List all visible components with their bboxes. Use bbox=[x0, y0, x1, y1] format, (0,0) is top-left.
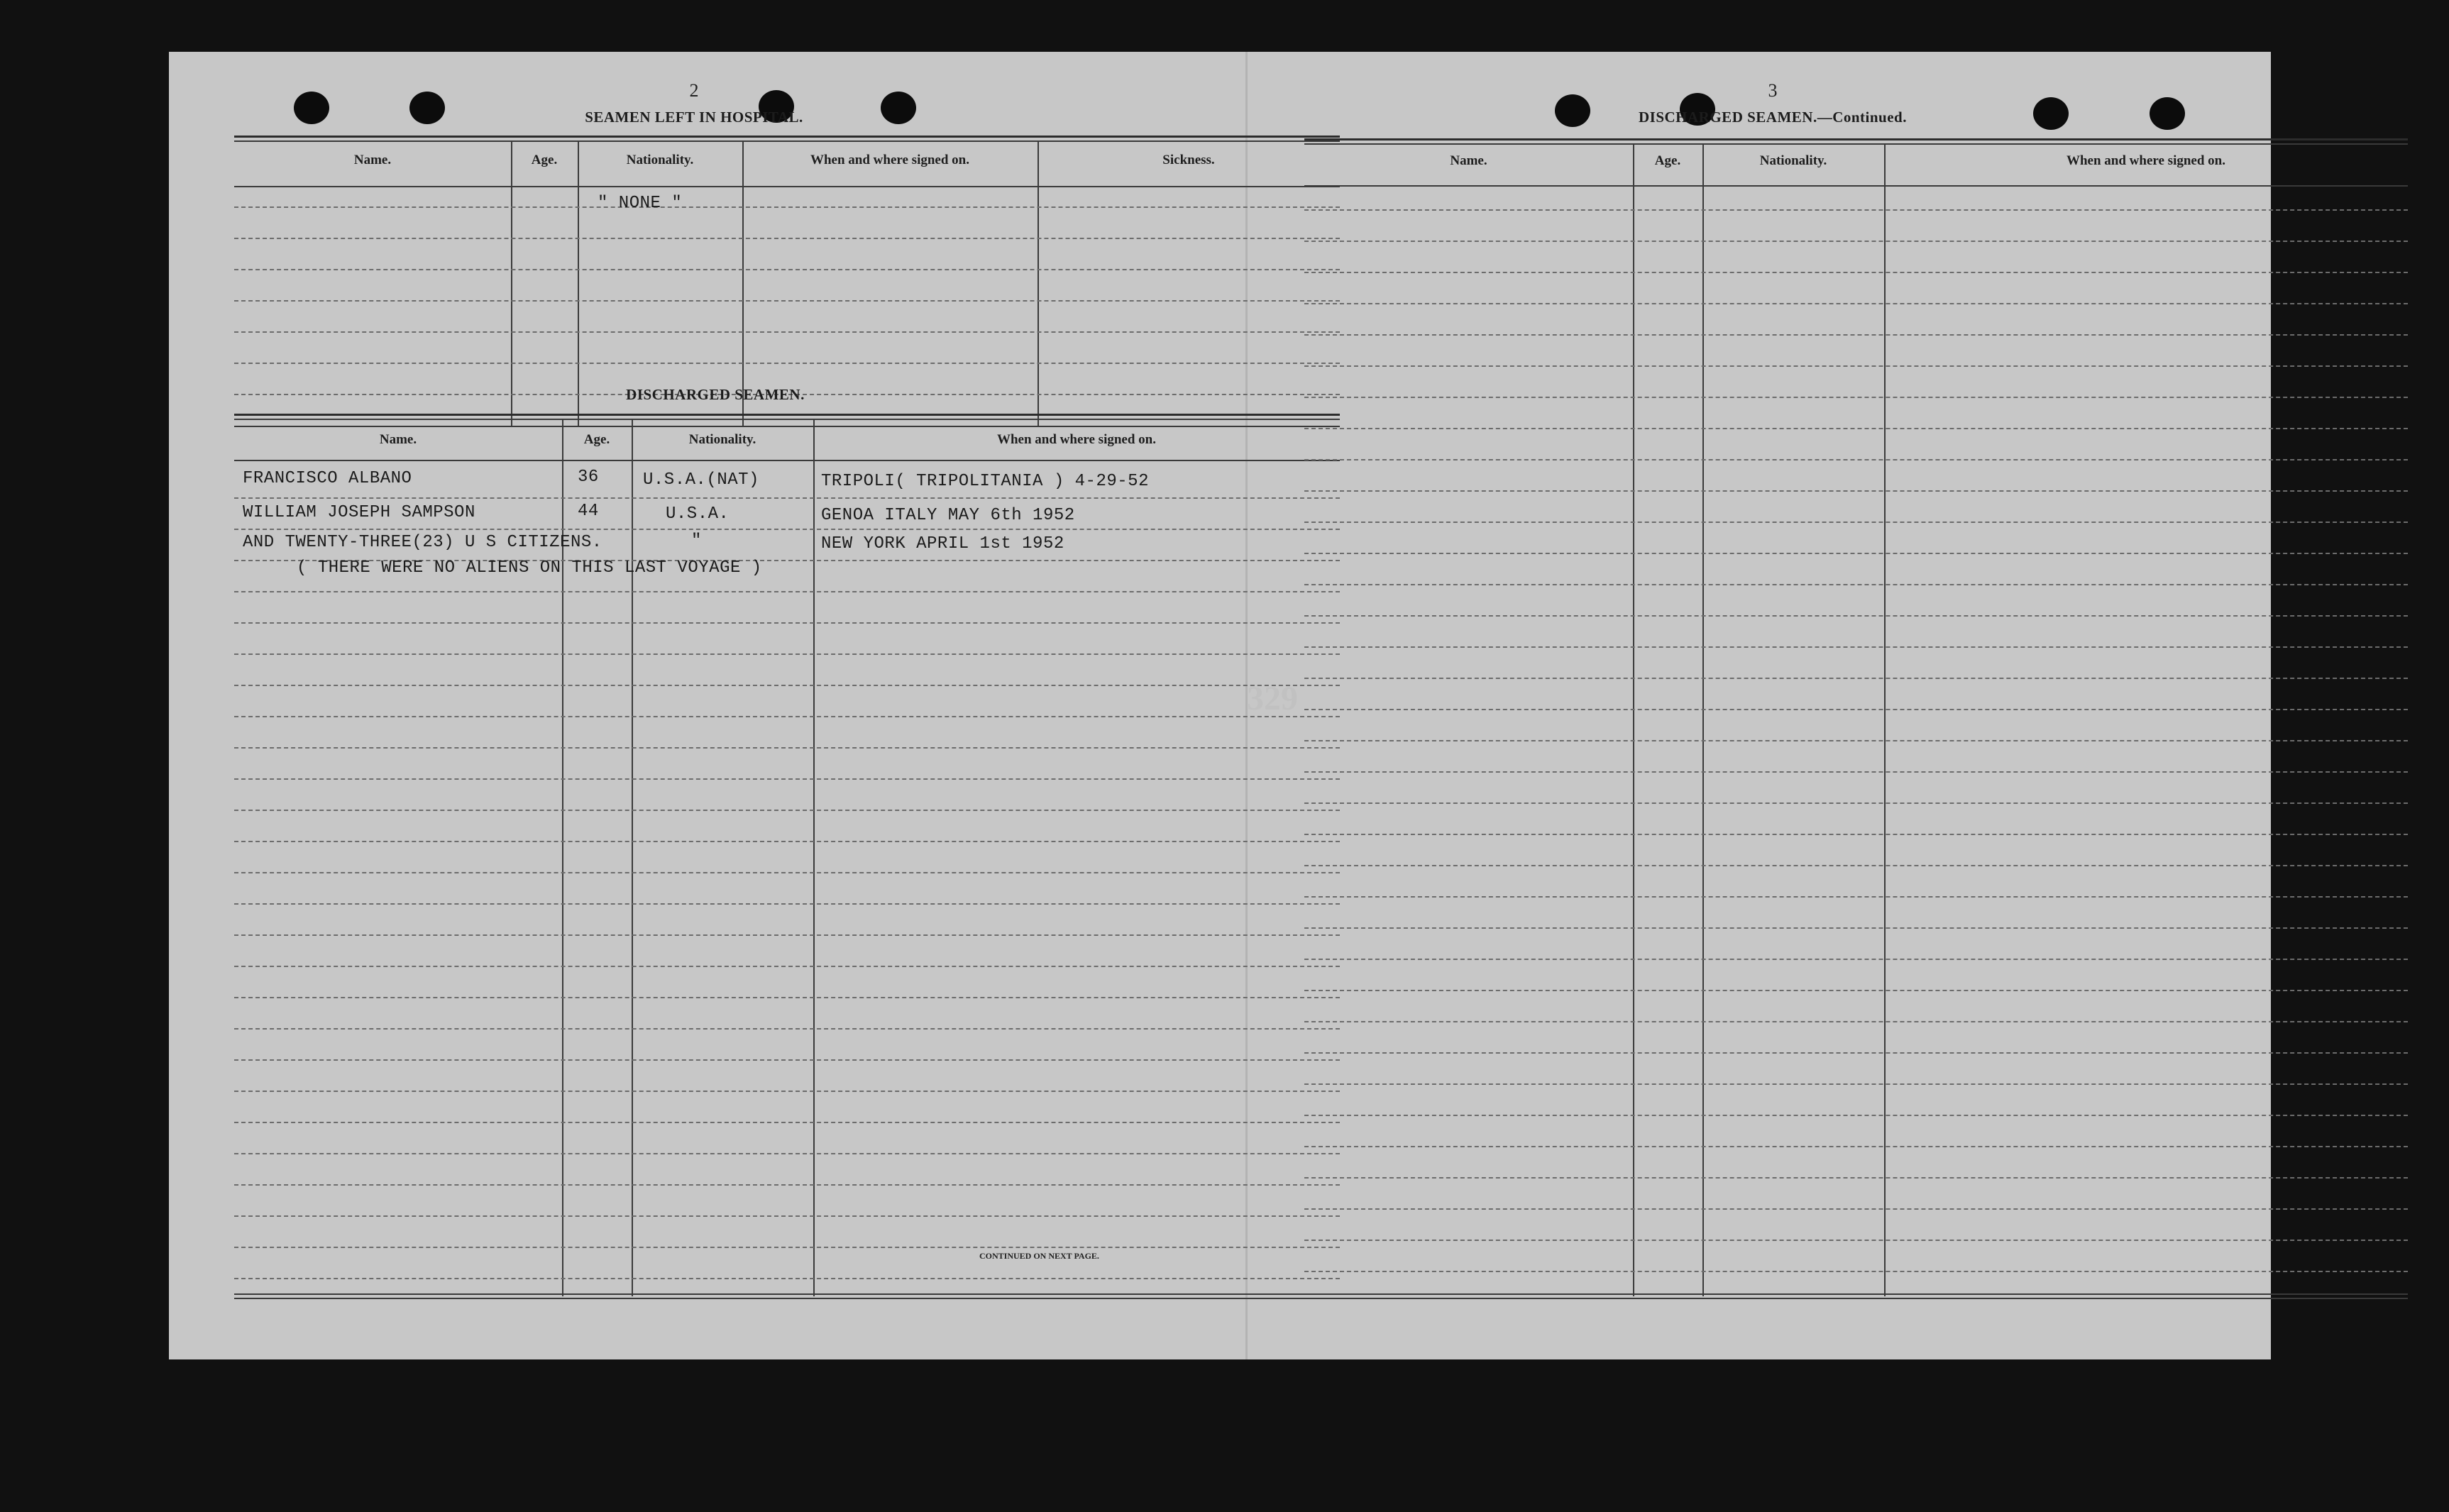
continued-row-line bbox=[1304, 678, 2408, 679]
discharged-col-name: Name. bbox=[379, 432, 417, 447]
punch-hole bbox=[881, 92, 916, 124]
continued-col-age: Age. bbox=[1654, 153, 1681, 168]
punch-hole bbox=[2150, 97, 2185, 130]
discharged-row-line bbox=[234, 810, 1340, 811]
hospital-row-line bbox=[234, 238, 1340, 239]
discharged-col-divider bbox=[813, 419, 815, 1296]
hospital-col-name: Name. bbox=[353, 153, 392, 167]
discharged-table-top-rule bbox=[234, 419, 1340, 420]
table-row-age: 44 bbox=[578, 502, 599, 521]
hospital-header-rule bbox=[234, 186, 1340, 187]
continued-row-line bbox=[1304, 459, 2408, 460]
discharged-row-line bbox=[234, 1091, 1340, 1092]
discharged-section-title: DISCHARGED SEAMEN. bbox=[626, 386, 805, 403]
hospital-section-title: SEAMEN LEFT IN HOSPITAL. bbox=[585, 109, 803, 126]
continued-col-nationality: Nationality. bbox=[1759, 153, 1827, 168]
continued-row-line bbox=[1304, 428, 2408, 429]
continued-row-line bbox=[1304, 646, 2408, 648]
continued-row-line bbox=[1304, 1240, 2408, 1241]
continued-row-line bbox=[1304, 927, 2408, 929]
hospital-col-sickness: Sickness. bbox=[1162, 153, 1215, 167]
continued-table-bottom-rule bbox=[1304, 1293, 2408, 1295]
punch-hole bbox=[1555, 94, 1590, 127]
continued-row-line bbox=[1304, 522, 2408, 523]
discharged-col-nationality: Nationality. bbox=[688, 432, 756, 447]
continued-table-top-rule bbox=[1304, 138, 2408, 140]
discharged-row-line bbox=[234, 591, 1340, 592]
continued-row-line bbox=[1304, 740, 2408, 741]
continued-row-line bbox=[1304, 584, 2408, 585]
punch-hole bbox=[294, 92, 329, 124]
hospital-table-top-rule bbox=[234, 140, 1340, 142]
hospital-row-line bbox=[234, 363, 1340, 364]
continued-row-line bbox=[1304, 709, 2408, 710]
continued-row-line bbox=[1304, 334, 2408, 336]
hospital-col-divider bbox=[511, 140, 512, 426]
continued-row-line bbox=[1304, 834, 2408, 835]
continued-col-name: Name. bbox=[1450, 153, 1487, 168]
continued-col-divider bbox=[1633, 143, 1634, 1296]
discharged-row-line bbox=[234, 653, 1340, 655]
discharged-row-line bbox=[234, 778, 1340, 780]
discharged-row-line bbox=[234, 529, 1340, 530]
hospital-col-divider bbox=[578, 140, 579, 426]
page-number-right: 3 bbox=[1768, 80, 1778, 101]
continued-row-line bbox=[1304, 1271, 2408, 1272]
continued-row-line bbox=[1304, 1208, 2408, 1210]
continued-row-line bbox=[1304, 959, 2408, 960]
discharged-row-line bbox=[234, 841, 1340, 842]
discharged-row-line bbox=[234, 622, 1340, 624]
discharged-row-line bbox=[234, 1184, 1340, 1186]
table-row-name: WILLIAM JOSEPH SAMPSON bbox=[243, 503, 475, 522]
continued-row-line bbox=[1304, 896, 2408, 898]
no-aliens-note: ( THERE WERE NO ALIENS ON THIS LAST VOYAGE ) bbox=[297, 558, 762, 578]
discharged-row-line bbox=[234, 872, 1340, 873]
continued-row-line bbox=[1304, 1177, 2408, 1179]
discharged-col-age: Age. bbox=[583, 432, 610, 447]
discharged-row-line bbox=[234, 716, 1340, 717]
document-sheet bbox=[169, 52, 2271, 1359]
discharged-col-signed-on: When and where signed on. bbox=[996, 432, 1156, 447]
discharged-row-line bbox=[234, 903, 1340, 905]
discharged-row-line bbox=[234, 747, 1340, 749]
continued-footer: CONTINUED ON NEXT PAGE. bbox=[979, 1251, 1099, 1261]
continued-row-line bbox=[1304, 615, 2408, 617]
hospital-col-signed-on: When and where signed on. bbox=[810, 153, 969, 167]
hospital-entry-none: " NONE " bbox=[598, 194, 683, 213]
discharged-row-line bbox=[234, 1215, 1340, 1217]
punch-hole bbox=[2033, 97, 2069, 130]
discharged-row-line bbox=[234, 1122, 1340, 1123]
table-row-name: FRANCISCO ALBANO bbox=[243, 469, 412, 488]
discharged-row-line bbox=[234, 1059, 1340, 1061]
punch-hole bbox=[409, 92, 445, 124]
continued-table-bottom-rule bbox=[1304, 1298, 2408, 1299]
continued-row-line bbox=[1304, 1083, 2408, 1085]
hospital-col-divider bbox=[1038, 140, 1039, 426]
hospital-table-top-rule bbox=[234, 136, 1340, 138]
table-row-nationality: U.S.A. bbox=[666, 504, 730, 524]
hospital-table-bottom-rule bbox=[234, 426, 1340, 427]
hospital-row-line bbox=[234, 300, 1340, 302]
bleed-through-mark: 329 bbox=[1247, 680, 1298, 717]
continued-header-rule bbox=[1304, 185, 2408, 187]
continued-row-line bbox=[1304, 990, 2408, 991]
continued-row-line bbox=[1304, 1146, 2408, 1147]
discharged-row-line bbox=[234, 1153, 1340, 1154]
discharged-row-line bbox=[234, 497, 1340, 499]
discharged-table-top-rule bbox=[234, 414, 1340, 416]
table-row-signed-on: GENOA ITALY MAY 6th 1952 bbox=[821, 506, 1075, 525]
hospital-row-line bbox=[234, 206, 1340, 208]
continued-row-line bbox=[1304, 272, 2408, 273]
continued-row-line bbox=[1304, 553, 2408, 554]
hospital-row-line bbox=[234, 269, 1340, 270]
discharged-row-line bbox=[234, 1247, 1340, 1248]
continued-row-line bbox=[1304, 1052, 2408, 1054]
table-row-signed-on: TRIPOLI( TRIPOLITANIA ) 4-29-52 bbox=[821, 472, 1149, 491]
table-row-name: AND TWENTY-THREE(23) U S CITIZENS. bbox=[243, 533, 602, 552]
continued-row-line bbox=[1304, 397, 2408, 398]
continued-row-line bbox=[1304, 1021, 2408, 1022]
continued-row-line bbox=[1304, 241, 2408, 242]
continued-row-line bbox=[1304, 303, 2408, 304]
discharged-row-line bbox=[234, 966, 1340, 967]
continued-row-line bbox=[1304, 865, 2408, 866]
continued-row-line bbox=[1304, 365, 2408, 367]
table-row-nationality: " bbox=[691, 531, 702, 551]
continued-table-top-rule bbox=[1304, 143, 2408, 145]
discharged-row-line bbox=[234, 1028, 1340, 1030]
hospital-row-line bbox=[234, 331, 1340, 333]
page-number-left: 2 bbox=[689, 80, 699, 101]
table-row-age: 36 bbox=[578, 468, 599, 487]
hospital-col-age: Age. bbox=[531, 153, 558, 167]
discharged-row-line bbox=[234, 997, 1340, 998]
discharged-table-bottom-rule bbox=[234, 1298, 1340, 1299]
continued-col-divider bbox=[1702, 143, 1704, 1296]
table-row-nationality: U.S.A.(NAT) bbox=[643, 470, 759, 490]
continued-row-line bbox=[1304, 1115, 2408, 1116]
hospital-col-nationality: Nationality. bbox=[626, 153, 694, 167]
hospital-col-divider bbox=[742, 140, 744, 426]
continued-row-line bbox=[1304, 490, 2408, 492]
discharged-table-bottom-rule bbox=[234, 1293, 1340, 1295]
discharged-col-divider bbox=[632, 419, 633, 1296]
table-row-signed-on: NEW YORK APRIL 1st 1952 bbox=[821, 534, 1064, 553]
continued-col-signed-on: When and where signed on. bbox=[2066, 153, 2225, 168]
continued-row-line bbox=[1304, 209, 2408, 211]
discharged-row-line bbox=[234, 1278, 1340, 1279]
continued-col-divider bbox=[1884, 143, 1886, 1296]
discharged-row-line bbox=[234, 685, 1340, 686]
continued-row-line bbox=[1304, 771, 2408, 773]
discharged-continued-title: DISCHARGED SEAMEN.—Continued. bbox=[1639, 109, 1907, 126]
continued-row-line bbox=[1304, 802, 2408, 804]
discharged-header-rule bbox=[234, 460, 1340, 461]
discharged-row-line bbox=[234, 934, 1340, 936]
